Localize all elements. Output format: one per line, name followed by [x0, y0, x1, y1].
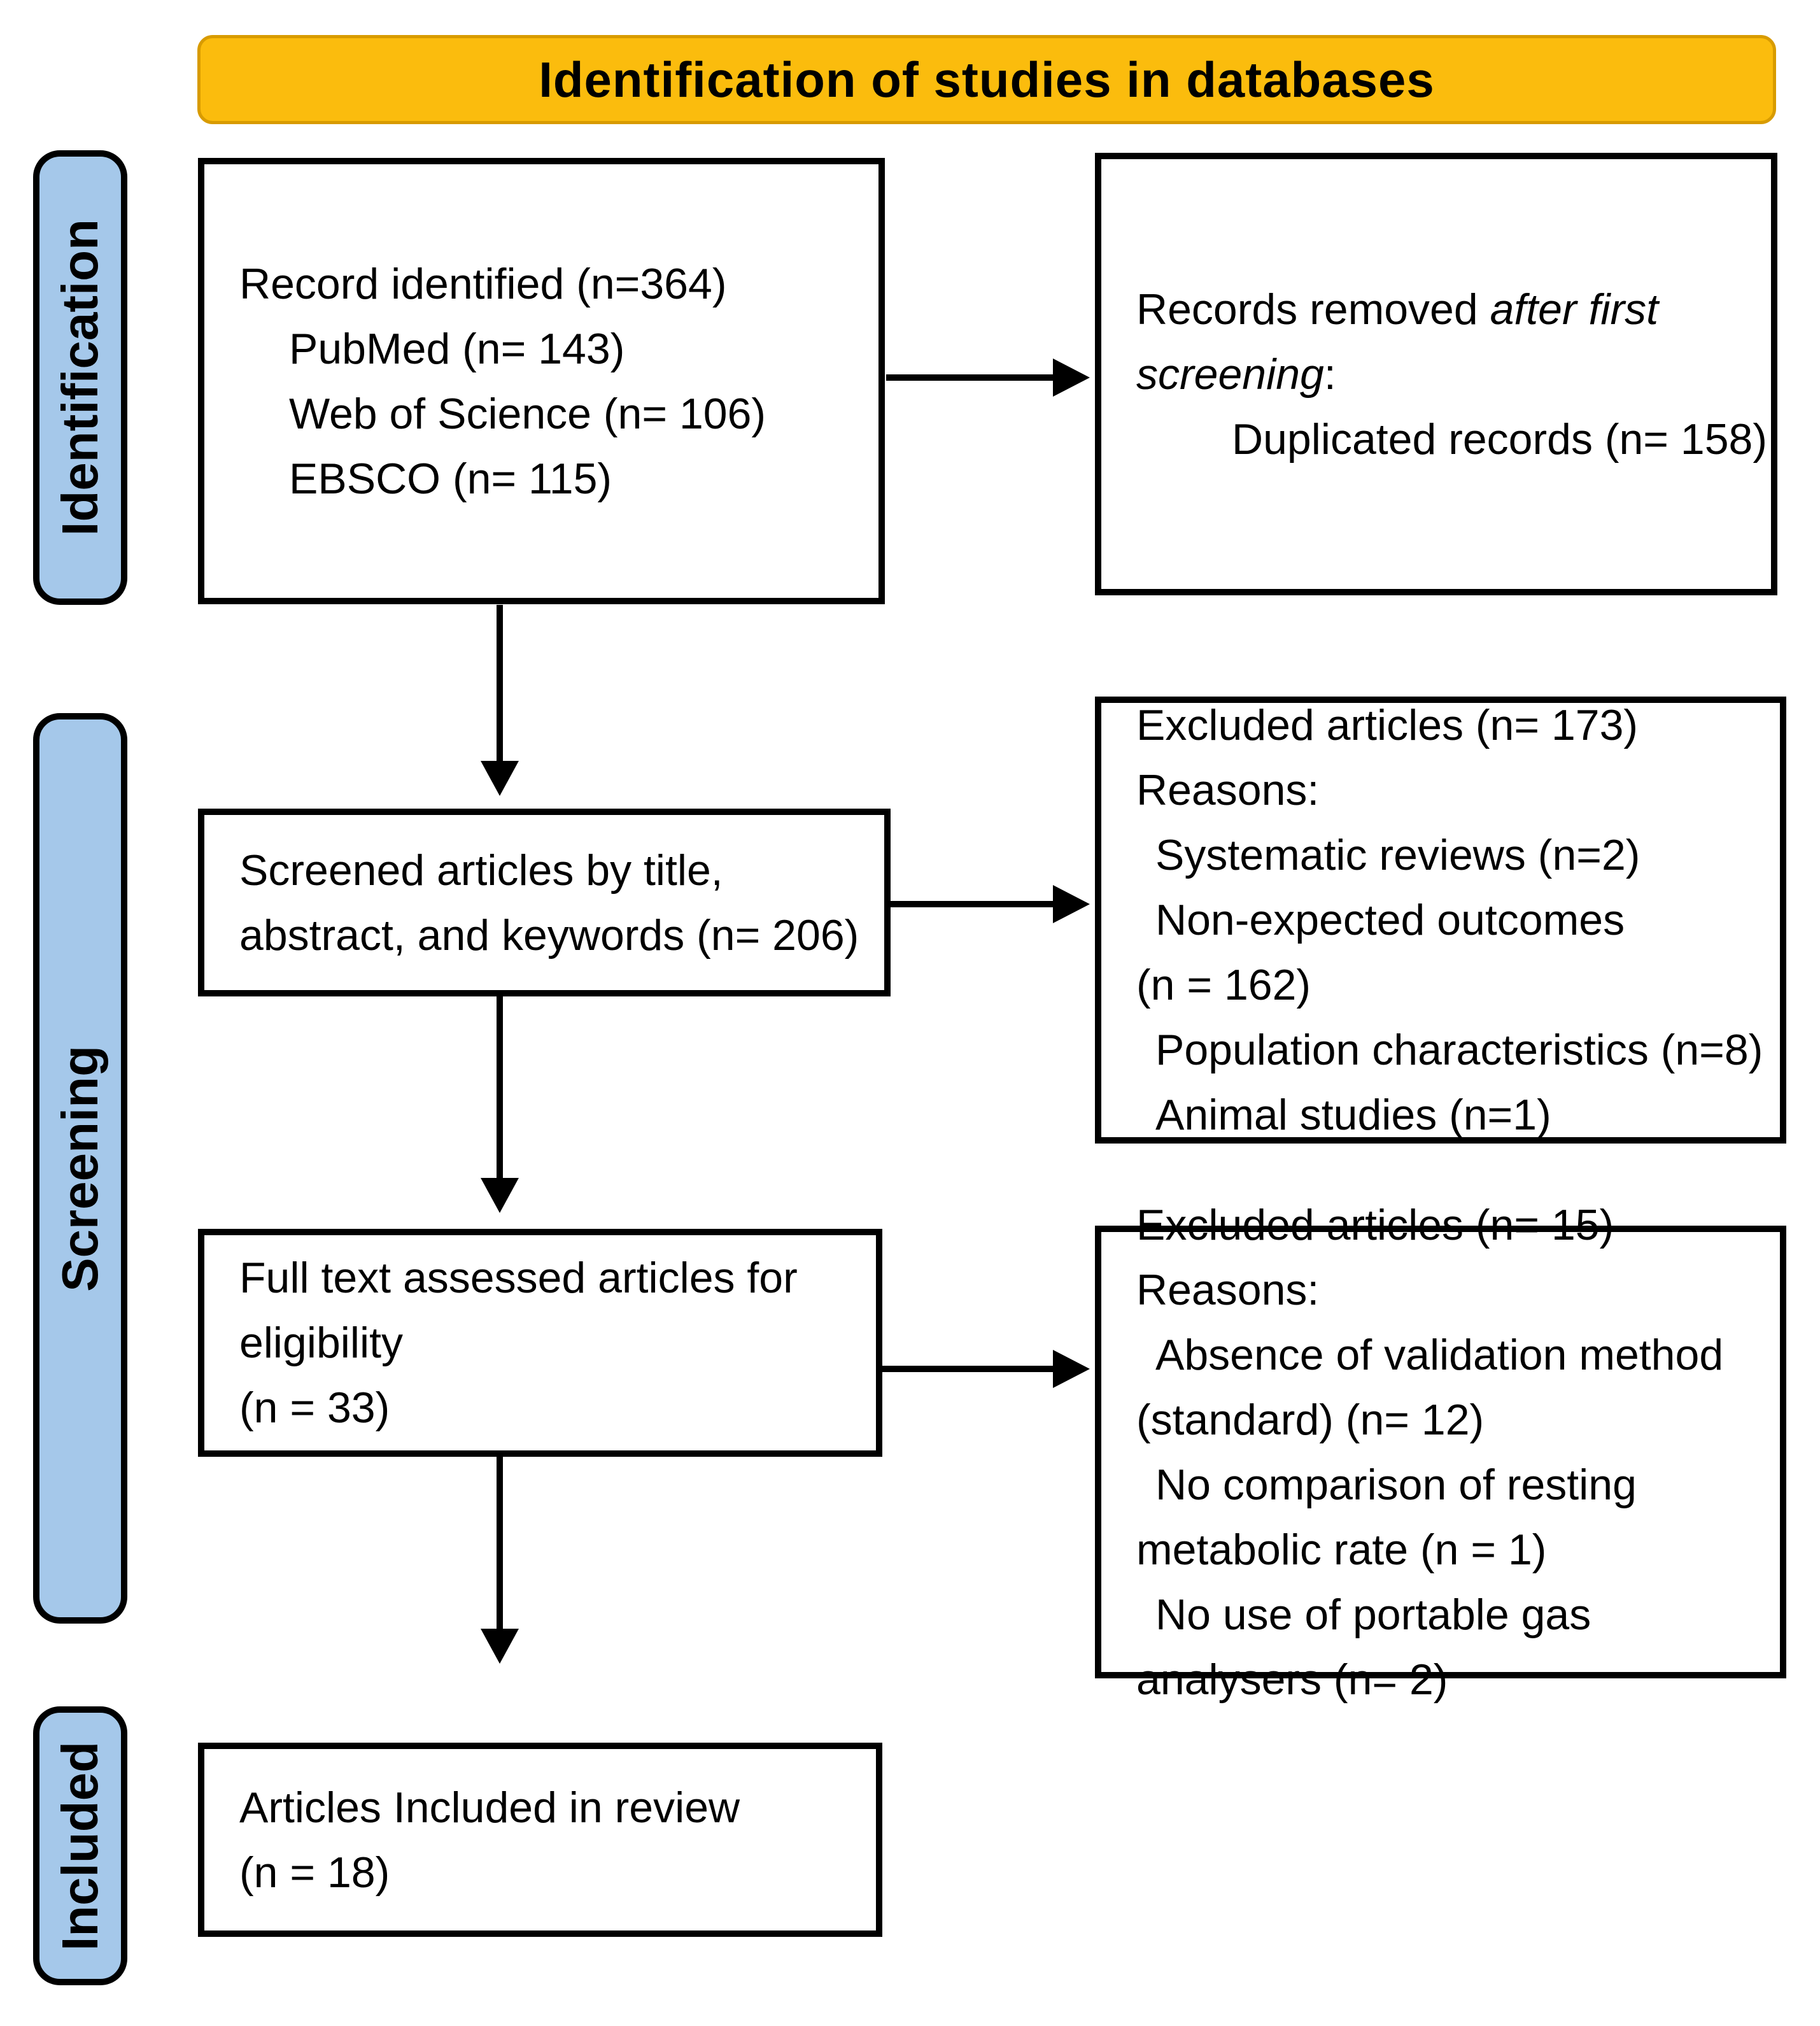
- arrow-screened-to-fulltext-line: [497, 996, 503, 1178]
- excluded-screening-animal: Animal studies (n=1): [1155, 1091, 1551, 1139]
- excluded-fulltext-reasons: Reasons:: [1136, 1265, 1320, 1314]
- included-line-1: Articles Included in review: [239, 1783, 740, 1832]
- fulltext-assessed-box: [198, 1229, 882, 1457]
- stage-label-identification: [33, 150, 127, 605]
- screened-articles-box: [198, 809, 891, 996]
- arrow-fulltext-to-included-arrowhead-icon: [481, 1629, 519, 1664]
- records-identified-wos: Web of Science (n= 106): [289, 389, 766, 438]
- arrow-records-to-removed-arrowhead-icon: [1053, 358, 1090, 397]
- arrow-records-to-screened-line: [497, 605, 503, 761]
- records-identified-ebsco: EBSCO (n= 115): [289, 454, 612, 503]
- records-identified-box: [198, 158, 885, 604]
- excluded-fulltext-validation-1: Absence of validation method: [1155, 1330, 1724, 1379]
- records-removed-colon: :: [1323, 350, 1336, 399]
- excluded-fulltext-portable-1: No use of portable gas: [1155, 1590, 1591, 1639]
- included-line-2: (n = 18): [239, 1848, 390, 1897]
- arrow-fulltext-to-excluded-arrowhead-icon: [1053, 1350, 1090, 1388]
- stage-label-identification-text: Identification: [52, 219, 108, 536]
- arrow-records-to-screened-arrowhead-icon: [481, 761, 519, 796]
- stage-label-screening: [33, 713, 127, 1624]
- records-identified-pubmed: PubMed (n= 143): [289, 324, 625, 373]
- stage-label-screening-text: Screening: [52, 1045, 108, 1292]
- arrow-fulltext-to-included-line: [497, 1457, 503, 1629]
- records-removed-duplicates: Duplicated records (n= 158): [1232, 414, 1768, 464]
- arrow-records-to-removed-line: [886, 374, 1053, 381]
- records-identified-total: Record identified (n=364): [239, 259, 727, 308]
- records-removed-box: [1095, 153, 1777, 595]
- banner: [197, 35, 1776, 124]
- arrow-screened-to-excluded-line: [891, 901, 1053, 907]
- stage-label-included: [33, 1706, 127, 1985]
- fulltext-line-2: eligibility: [239, 1319, 403, 1367]
- excluded-screening-outcomes: Non-expected outcomes: [1155, 896, 1625, 944]
- excluded-fulltext-portable-2: analysers (n= 2): [1136, 1655, 1448, 1704]
- arrow-screened-to-fulltext-arrowhead-icon: [481, 1178, 519, 1213]
- banner-title: Identification of studies in databases: [539, 51, 1435, 108]
- excluded-fulltext-validation-2: (standard) (n= 12): [1136, 1395, 1485, 1444]
- fulltext-line-3: (n = 33): [239, 1384, 390, 1432]
- excluded-fulltext-box: [1095, 1200, 1786, 1704]
- screened-line-2: abstract, and keywords (n= 206): [239, 910, 859, 960]
- excluded-screening-population: Population characteristics (n=8): [1155, 1026, 1763, 1074]
- records-removed-italic: after first screening: [1136, 285, 1659, 399]
- excluded-screening-box: [1095, 697, 1786, 1144]
- screened-line-1: Screened articles by title,: [239, 846, 723, 895]
- arrow-screened-to-excluded-arrowhead-icon: [1053, 885, 1090, 923]
- excluded-screening-reasons: Reasons:: [1136, 766, 1320, 814]
- excluded-screening-total: Excluded articles (n= 173): [1136, 701, 1639, 749]
- excluded-fulltext-comparison-1: No comparison of resting: [1155, 1460, 1637, 1509]
- records-removed-heading: [1136, 277, 1742, 407]
- included-articles-box: [198, 1743, 882, 1937]
- fulltext-line-1: Full text assessed articles for: [239, 1254, 798, 1302]
- stage-label-included-text: Included: [52, 1741, 108, 1951]
- arrow-fulltext-to-excluded-line: [882, 1366, 1053, 1372]
- excluded-screening-systematic: Systematic reviews (n=2): [1155, 831, 1640, 879]
- records-removed-prefix: Records removed: [1136, 285, 1490, 334]
- excluded-fulltext-total: Excluded articles (n= 15): [1136, 1200, 1614, 1249]
- excluded-screening-outcomes-n: (n = 162): [1136, 961, 1311, 1009]
- excluded-fulltext-comparison-2: metabolic rate (n = 1): [1136, 1525, 1547, 1574]
